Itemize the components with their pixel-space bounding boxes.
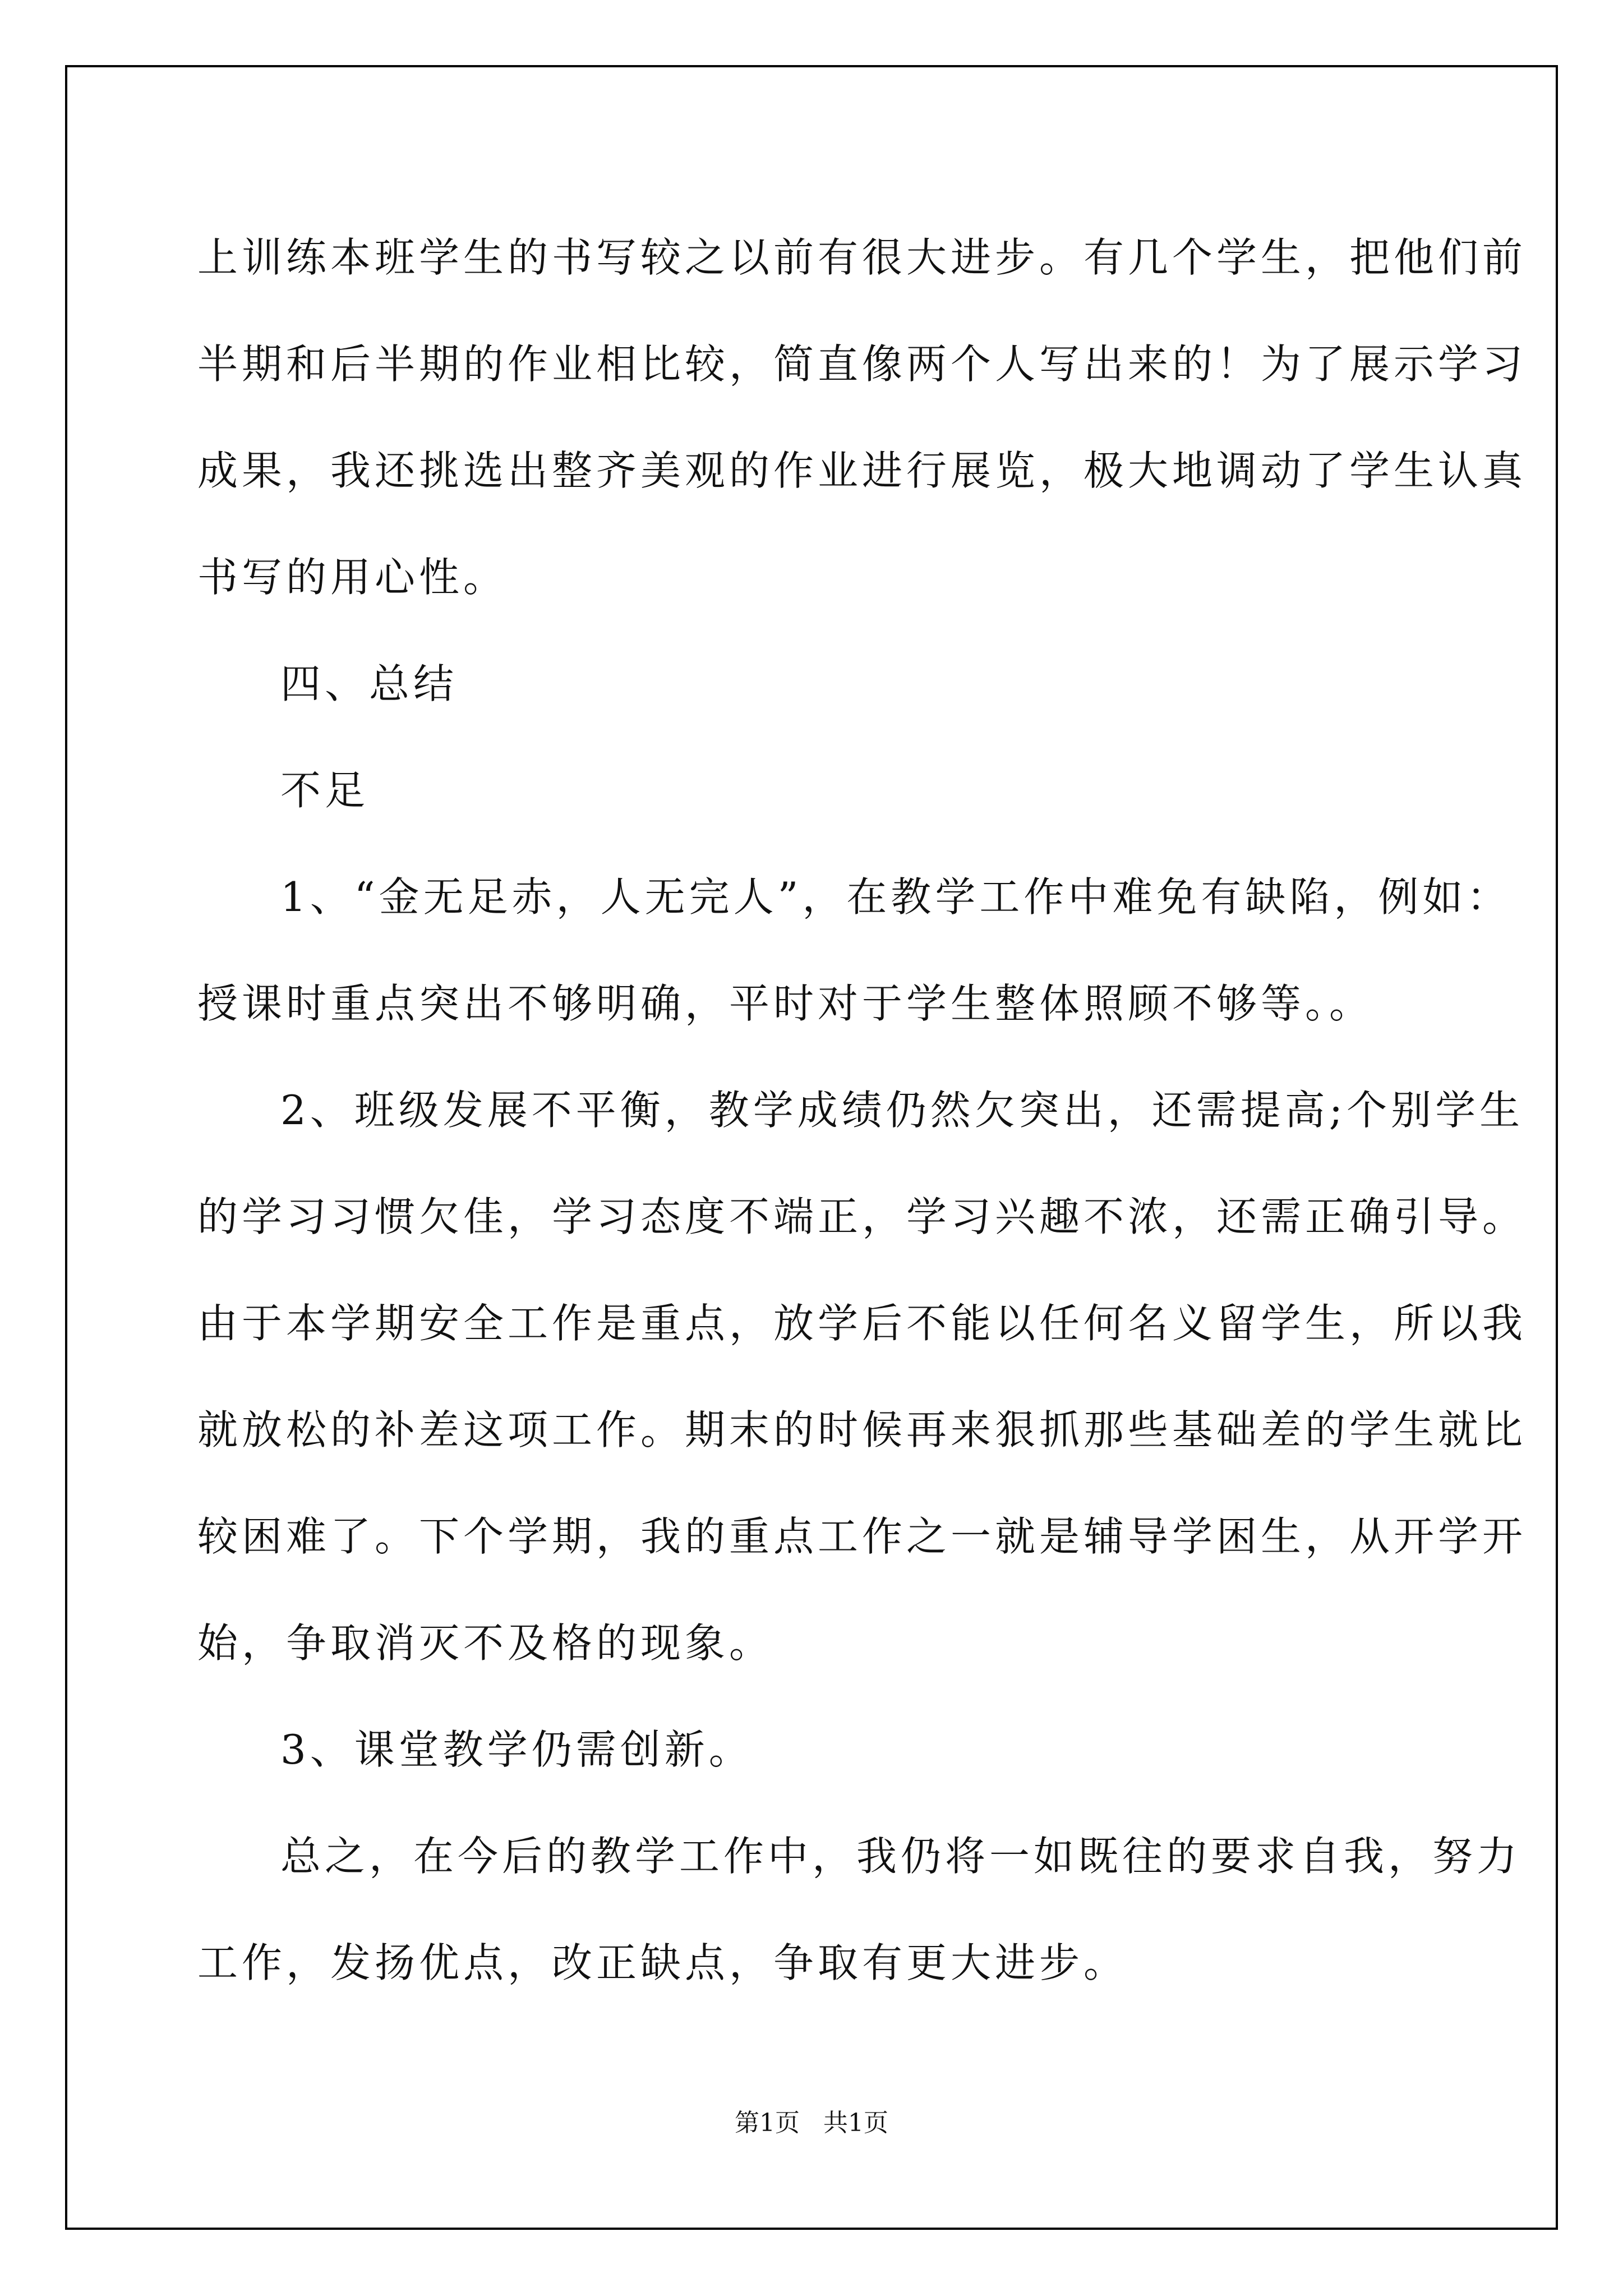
text-line-7: 1、“金无足赤，人无完人”，在教学工作中难免有缺陷，例如： [280, 873, 1511, 921]
text-line-1: 上训练本班学生的书写较之以前有很大进步。有几个学生，把他们前 [197, 234, 1527, 281]
page-footer: 第1页 共1页 [735, 2109, 888, 2137]
text-line-17: 工作，发扬优点，改正缺点，争取有更大进步。 [197, 1939, 1128, 1986]
text-line-4: 书写的用心性。 [197, 554, 508, 601]
text-line-3: 成果，我还挑选出整齐美观的作业进行展览，极大地调动了学生认真 [197, 447, 1527, 494]
text-line-9: 2、班级发展不平衡，教学成绩仍然欠突出，还需提高;个别学生 [280, 1087, 1524, 1134]
text-line-13: 较困难了。下个学期，我的重点工作之一就是辅导学困生，从开学开 [197, 1513, 1527, 1560]
text-line-8: 授课时重点突出不够明确，平时对于学生整体照顾不够等。。 [197, 980, 1374, 1027]
text-line-14: 始，争取消灭不及格的现象。 [197, 1619, 774, 1667]
text-line-10: 的学习习惯欠佳，学习态度不端正，学习兴趣不浓，还需正确引导。 [197, 1193, 1527, 1240]
subheading-shortcomings: 不足 [280, 767, 370, 814]
document-body [197, 204, 1527, 2016]
text-line-15: 3、课堂教学仍需创新。 [280, 1726, 753, 1773]
section-heading-summary: 四、总结 [280, 660, 458, 707]
text-line-2: 半期和后半期的作业相比较，简直像两个人写出来的！为了展示学习 [197, 341, 1527, 388]
text-line-16: 总之，在今后的教学工作中，我仍将一如既往的要求自我，努力 [280, 1833, 1521, 1880]
text-line-11: 由于本学期安全工作是重点，放学后不能以任何名义留学生，所以我 [197, 1300, 1527, 1347]
text-line-12: 就放松的补差这项工作。期末的时候再来狠抓那些基础差的学生就比 [197, 1406, 1527, 1453]
